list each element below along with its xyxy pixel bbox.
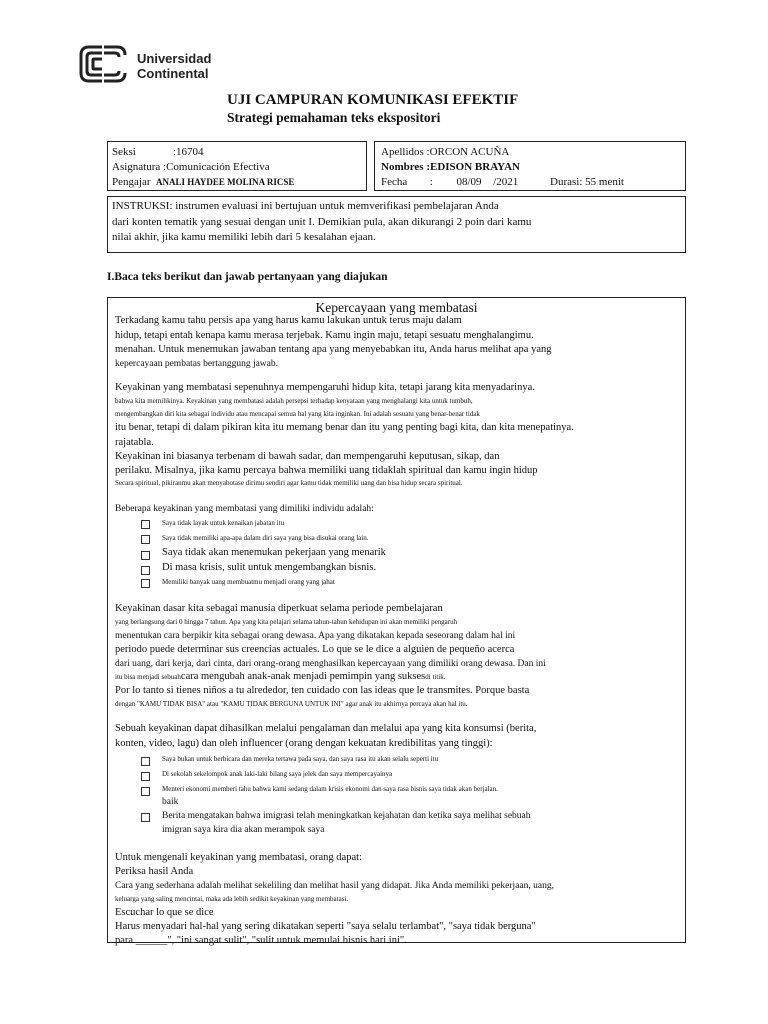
list-item: Saya tidak layak untuk kenaikan jabatan itu [162, 519, 285, 527]
text-line: keluarga yang saling mencintai, maka ada lebih sedikit keyakinan yang membatasi. [115, 895, 349, 903]
list-item: Saya tidak memiliki apa-apa dalam diri saya yang bisa disukai orang lain. [162, 534, 369, 542]
text-line: Keyakinan yang membatasi sepenuhnya mempengaruhi hidup kita, tetapi jarang kita menyadarinya. [115, 382, 535, 393]
blank-field[interactable]: ______ [135, 935, 168, 946]
list-item: Di masa krisis, sulit untuk mengembangkan bisnis. [162, 562, 377, 573]
instructions-line: INSTRUKSI: instrumen evaluasi ini bertujuan untuk memverifikasi pembelajaran Anda [112, 200, 499, 212]
section-heading: I.Baca teks berikut dan jawab pertanyaan yang diajukan [107, 271, 388, 283]
nombres-field: Nombres :EDISON BRAYAN [381, 161, 520, 173]
list-item: Menteri ekonomi memberi tahu bahwa kami sedang dalam krisis ekonomi dan saya rasa bisnis saya tidak akan berjalan. [162, 785, 498, 793]
checkbox[interactable] [141, 579, 150, 588]
text-line: Keyakinan ini biasanya terbenam di bawah sadar, dan mempengaruhi keputusan, sikap, dan [115, 451, 500, 462]
course-info-box [107, 141, 367, 191]
durasi-field: Durasi: 55 menit [550, 176, 624, 188]
text-fragment: itu bisa menjadi sebuah [115, 673, 181, 681]
instructions-box [107, 196, 686, 253]
list-item: imigran saya kira dia akan merampok saya [162, 825, 325, 835]
text-line: dari uang, dari kerja, dari cinta, dari orang-orang menghasilkan kepercayaan yang dimiliki orang dewasa. Dan ini [115, 659, 546, 669]
text-line: Harus menyadari hal-hal yang sering dikatakan seperti "saya selalu terlambat", "saya tidak berguna" [115, 921, 536, 932]
text-line: Secara spiritual, pikiranmu akan menyabotase dirimu sendiri agar kamu tidak memiliki uang dan bisa hidup secara spiritual. [115, 479, 463, 487]
text-line: periodo puede determinar sus creencias actuales. Lo que se le dice a alguien de pequeño acerca [115, 644, 515, 655]
asignatura-value: :Comunicación Efectiva [163, 161, 270, 173]
text-line: Cara yang sederhana adalah melihat sekeliling dan melihat hasil yang didapat. Jika Anda memiliki pekerjaan, uang, [115, 881, 554, 891]
seksi-label: Seksi [112, 146, 136, 158]
text-fragment: para [115, 935, 134, 946]
checkbox[interactable] [141, 813, 150, 822]
text-line: konten, video, lagu) dan oleh influencer (orang dengan kekuatan kredibilitas yang tinggi): [115, 738, 493, 749]
checkbox[interactable] [141, 787, 150, 796]
text-line: Sebuah keyakinan dapat dihasilkan melalui pengalaman dan melalui apa yang kita konsumsi (berita, [115, 723, 537, 734]
list-item: Saya bukan untuk berbicara dan mereka tertawa pada saya, dan saya rasa itu akan selalu seperti itu [162, 755, 439, 763]
checkbox[interactable] [141, 551, 150, 560]
text-line: Escuchar lo que se dice [115, 907, 214, 918]
text-line: itu benar, tetapi di dalam pikiran kita itu memang benar dan itu yang penting bagi kita, dan kita menepatinya. [115, 422, 574, 433]
reading-title: Kepercayaan yang membatasi [315, 300, 478, 315]
text-line: kepercayaan pembatas bertanggung jawab. [115, 359, 279, 369]
text-line: menentukan cara berpikir kita sebagai orang dewasa. Apa yang dikatakan kepada seseorang dalam hal ini [115, 631, 516, 641]
list-item: Di sekolah sekelompok anak laki-laki bilang saya jelek dan saya mempercayainya [162, 770, 393, 778]
checkbox[interactable] [141, 520, 150, 529]
text-line: hidup, tetapi entah kenapa kamu merasa terjebak. Kamu ingin maju, tetapi sesuatu menghalangimu. [115, 330, 534, 341]
text-line: Untuk mengenali keyakinan yang membatasi, orang dapat: [115, 852, 362, 863]
list-intro: Beberapa keyakinan yang membatasi yang dimiliki individu adalah: [115, 504, 374, 514]
text-fragment: cara mengubah anak-anak menjadi pemimpin yang sukses [180, 671, 426, 682]
apellidos-field: Apellidos :ORCON ACUÑA [381, 146, 510, 158]
list-item: Berita mengatakan bahwa imigrasi telah meningkatkan kejahatan dan ketika saya melihat sebuah [162, 811, 531, 821]
list-item: Saya tidak akan menemukan pekerjaan yang menarik [162, 547, 386, 558]
text-line: menahan. Untuk menemukan jawaban tentang apa yang menyebabkan itu, Anda harus melihat apa yang [115, 344, 552, 355]
text-fragment: ", "ini sangat sulit", "sulit untuk memulai bisnis hari ini". [167, 935, 407, 946]
text-line: dengan "KAMU TIDAK BISA" atau "KAMU TIDAK BERGUNA UNTUK INI" agar anak itu akhirnya percaya akan hal itu. [115, 700, 468, 708]
instructions-line: nilai akhir, jika kamu memiliki lebih dari 5 kesalahan ejaan. [112, 231, 376, 243]
university-logo-icon [78, 44, 128, 84]
document-subtitle: Strategi pemahaman teks ekspositori [227, 110, 441, 125]
checkbox[interactable] [141, 757, 150, 766]
pengajar-value: ANALI HAYDEE MOLINA RICSE [155, 177, 295, 187]
text-fragment: di titik. [425, 673, 446, 681]
reading-box [107, 297, 686, 946]
list-item: Memiliki banyak uang membuatmu menjadi orang yang jahat [162, 578, 335, 586]
checkbox[interactable] [141, 535, 150, 544]
text-line: mengembangkan diri kita sebagai individu atau mencapai semua hal yang kita inginkan. Ini adalah sesuatu yang benar-benar tidak [115, 410, 480, 418]
list-item: baik [162, 797, 179, 807]
fecha-year: /2021 [493, 176, 519, 188]
text-line: rajatabla. [115, 437, 154, 448]
pengajar-label: Pengajar [112, 176, 151, 188]
fecha-label: Fecha [381, 176, 408, 188]
document-title: UJI CAMPURAN KOMUNIKASI EFEKTIF [227, 92, 519, 108]
text-line: Terkadang kamu tahu persis apa yang harus kamu lakukan untuk terus maju dalam [115, 315, 462, 326]
fecha-colon: : [429, 176, 433, 188]
text-line: Keyakinan dasar kita sebagai manusia diperkuat selama periode pembelajaran [115, 603, 443, 614]
text-line: perilaku. Misalnya, jika kamu percaya bahwa memiliki uang tidaklah spiritual dan kamu ingin hidup [115, 465, 538, 476]
checkbox[interactable] [141, 566, 150, 575]
student-info-box [374, 141, 686, 191]
instructions-line: dari konten tematik yang sesuai dengan unit I. Demikian pula, akan dikurangi 2 poin dari kamu [112, 215, 532, 228]
fecha-date: 08/09 [456, 176, 482, 188]
university-name: Universidad Continental [137, 51, 212, 81]
asignatura-label: Asignatura [112, 161, 161, 173]
text-line: yang berlangsung dari 0 hingga 7 tahun. Apa yang kita pelajari selama tahun-tahun kehidupan ini akan memiliki pengaruh [115, 618, 458, 626]
seksi-value: :16704 [173, 146, 204, 158]
checkbox[interactable] [141, 772, 150, 781]
text-line: Periksa hasil Anda [115, 866, 194, 877]
text-line: bahwa kita memilikinya. Keyakinan yang membatasi adalah persepsi terhadap kenyataan yang menghalangi kita untuk tumbuh, [115, 397, 473, 405]
text-line: Por lo tanto si tienes niños a tu alrededor, ten cuidado con las ideas que le transmites. Porque basta [115, 685, 530, 696]
